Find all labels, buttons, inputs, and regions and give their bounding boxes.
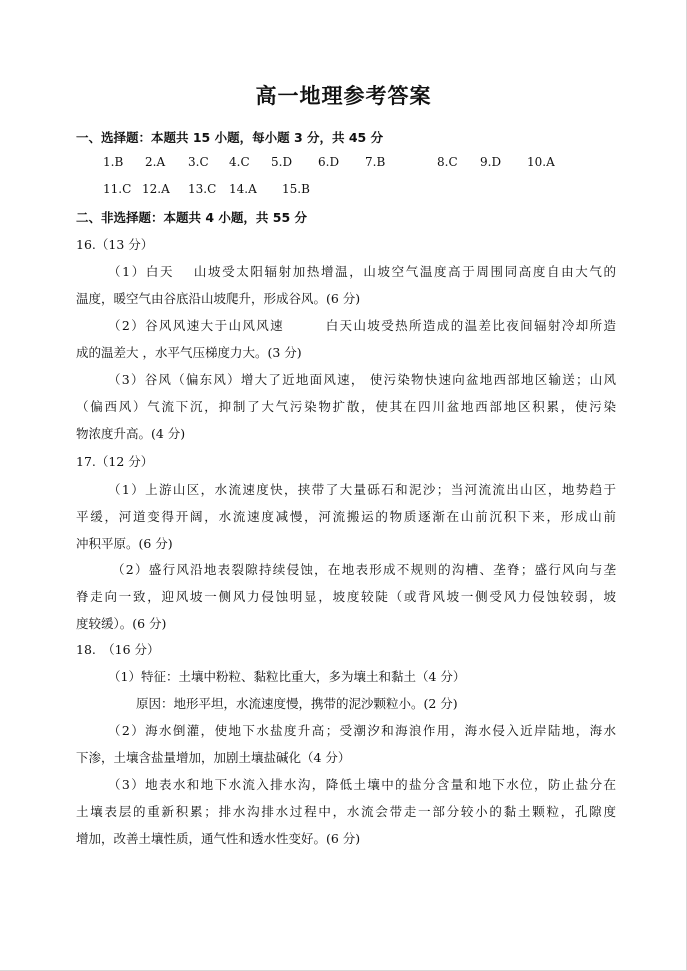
answer-item: 4.C xyxy=(229,155,250,169)
answer-item: 12.A xyxy=(142,182,170,196)
answer-item: 11.C xyxy=(103,182,132,196)
answer-line: 土壤表层的重新积累；排水沟排水过程中，水流会带走一部分较小的黏土颗粒，孔隙度 xyxy=(76,804,616,819)
answer-line: 物浓度升高。(4 分) xyxy=(76,426,186,441)
answer-line: 冲积平原。(6 分) xyxy=(76,536,173,551)
answer-line: 原因：地形平坦，水流速度慢，携带的泥沙颗粒小。(2 分) xyxy=(136,696,458,711)
answer-line: （3）地表水和地下水流入排水沟，降低土壤中的盐分含量和地下水位，防止盐分在 xyxy=(108,777,616,792)
question-header: 16.（13 分） xyxy=(76,237,154,252)
answer-line: 成的温差大 ，水平气压梯度力大。(3 分) xyxy=(76,345,302,360)
answer-line: 平缓，河道变得开阔，水流速度减慢，河流搬运的物质逐渐在山前沉积下来，形成山前 xyxy=(76,509,616,524)
answer-item: 15.B xyxy=(282,182,310,196)
answer-line: （1）白天 山坡受太阳辐射加热增温，山坡空气温度高于周围同高度自由大气的 xyxy=(108,264,616,279)
answer-line: 下渗，土壤含盐量增加，加剧土壤盐碱化（4 分） xyxy=(76,750,351,765)
answer-line: （3）谷风（偏东风）增大了近地面风速， 使污染物快速向盆地西部地区输送；山风 xyxy=(108,372,616,387)
answer-line: 度较缓）。(6 分) xyxy=(76,616,167,631)
answer-line: （2）盛行风沿地表裂隙持续侵蚀，在地表形成不规则的沟槽、垄脊；盛行风向与垄 xyxy=(112,562,616,577)
answer-item: 6.D xyxy=(318,155,340,169)
answer-line: （1）上游山区，水流速度快，挟带了大量砾石和泥沙；当河流流出山区，地势趋于 xyxy=(108,482,616,497)
answer-item: 1.B xyxy=(103,155,124,169)
answer-item: 9.D xyxy=(480,155,502,169)
answer-item: 2.A xyxy=(145,155,166,169)
answer-line: 脊走向一致，迎风坡一侧风力侵蚀明显，坡度较陡（或背风坡一侧受风力侵蚀较弱，坡 xyxy=(76,589,616,604)
page-title: 高一地理参考答案 xyxy=(255,84,432,108)
section-heading-nonchoice: 二、非选择题：本题共 4 小题，共 55 分 xyxy=(76,210,308,225)
answer-item: 8.C xyxy=(437,155,458,169)
answer-line: （偏西风）气流下沉，抑制了大气污染物扩散，使其在四川盆地西部地区积累，使污染 xyxy=(76,399,616,414)
answer-item: 14.A xyxy=(229,182,257,196)
answer-line: 增加，改善土壤性质，通气性和透水性变好。(6 分) xyxy=(76,831,361,846)
section-heading-choice: 一、选择题：本题共 15 小题，每小题 3 分，共 45 分 xyxy=(76,130,384,145)
answer-item: 10.A xyxy=(527,155,555,169)
answer-line: 温度，暖空气由谷底沿山坡爬升，形成谷风。(6 分) xyxy=(76,291,361,306)
answer-item: 7.B xyxy=(365,155,386,169)
question-header: 17.（12 分） xyxy=(76,454,154,469)
answer-item: 3.C xyxy=(188,155,209,169)
answer-item: 5.D xyxy=(271,155,293,169)
question-header: 18. （16 分） xyxy=(76,642,160,657)
answer-item: 13.C xyxy=(188,182,217,196)
answer-line: （1）特征：土壤中粉粒、黏粒比重大，多为壤土和黏土（4 分） xyxy=(108,669,466,684)
answer-line: （2）谷风风速大于山风风速 白天山坡受热所造成的温差比夜间辐射冷却所造 xyxy=(108,318,616,333)
answer-line: （2）海水倒灌，使地下水盐度升高；受潮汐和海浪作用，海水侵入近岸陆地，海水 xyxy=(108,723,616,738)
